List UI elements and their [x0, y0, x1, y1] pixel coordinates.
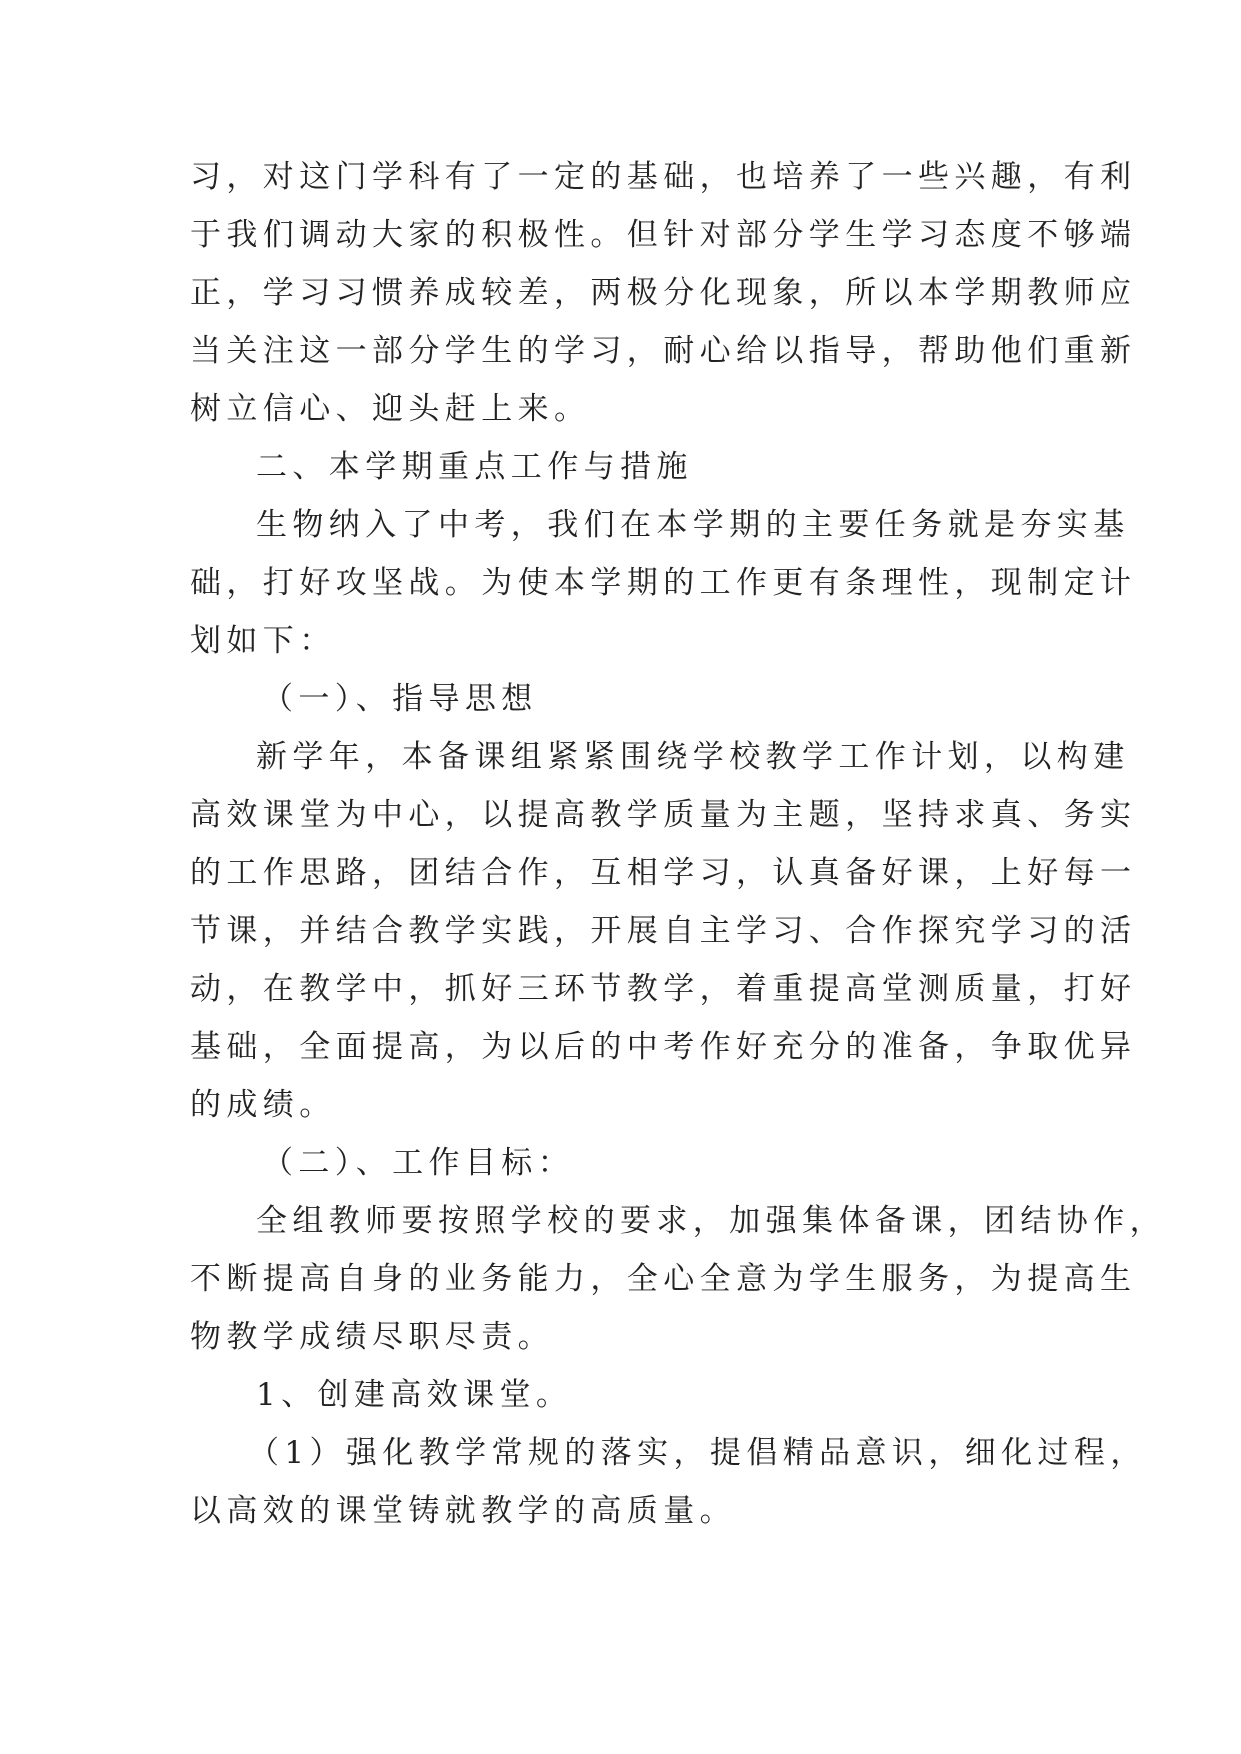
document-body: [190, 148, 1166, 1540]
text-line: 以高效的课堂铸就教学的高质量。: [190, 1493, 736, 1529]
text-line: 全组教师要按照学校的要求，加强集体备课，团结协作，: [256, 1203, 1166, 1239]
text-line: 础，打好攻坚战。为使本学期的工作更有条理性，现制定计: [190, 565, 1137, 601]
text-line: 划如下：: [190, 623, 336, 659]
text-line: 当关注这一部分学生的学习，耐心给以指导，帮助他们重新: [190, 333, 1137, 369]
numbered-heading: 1、创建高效课堂。: [256, 1377, 573, 1413]
text-line: 节课，并结合教学实践，开展自主学习、合作探究学习的活: [190, 913, 1137, 949]
text-line: 正，学习习惯养成较差，两极分化现象，所以本学期教师应: [190, 275, 1137, 311]
subsection-heading: （二）、工作目标：: [262, 1145, 575, 1181]
text-line: 习，对这门学科有了一定的基础，也培养了一些兴趣，有利: [190, 159, 1137, 195]
text-line: 不断提高自身的业务能力，全心全意为学生服务，为提高生: [190, 1261, 1137, 1297]
text-line: 于我们调动大家的积极性。但针对部分学生学习态度不够端: [190, 217, 1137, 253]
text-line: 新学年，本备课组紧紧围绕学校教学工作计划，以构建: [256, 739, 1130, 775]
text-line: （1）强化教学常规的落实，提倡精品意识，细化过程，: [248, 1435, 1147, 1471]
text-line: 基础，全面提高，为以后的中考作好充分的准备，争取优异: [190, 1029, 1137, 1065]
subsection-heading: （一）、指导思想: [262, 681, 538, 717]
section-heading: 二、本学期重点工作与措施: [256, 449, 693, 485]
text-line: 高效课堂为中心，以提高教学质量为主题，坚持求真、务实: [190, 797, 1137, 833]
text-line: 树立信心、迎头赶上来。: [190, 391, 591, 427]
text-line: 物教学成绩尽职尽责。: [190, 1319, 554, 1355]
text-line: 动，在教学中，抓好三环节教学，着重提高堂测质量，打好: [190, 971, 1137, 1007]
text-line: 的工作思路，团结合作，互相学习，认真备好课，上好每一: [190, 855, 1137, 891]
text-line: 生物纳入了中考，我们在本学期的主要任务就是夯实基: [256, 507, 1130, 543]
text-line: 的成绩。: [190, 1087, 336, 1123]
